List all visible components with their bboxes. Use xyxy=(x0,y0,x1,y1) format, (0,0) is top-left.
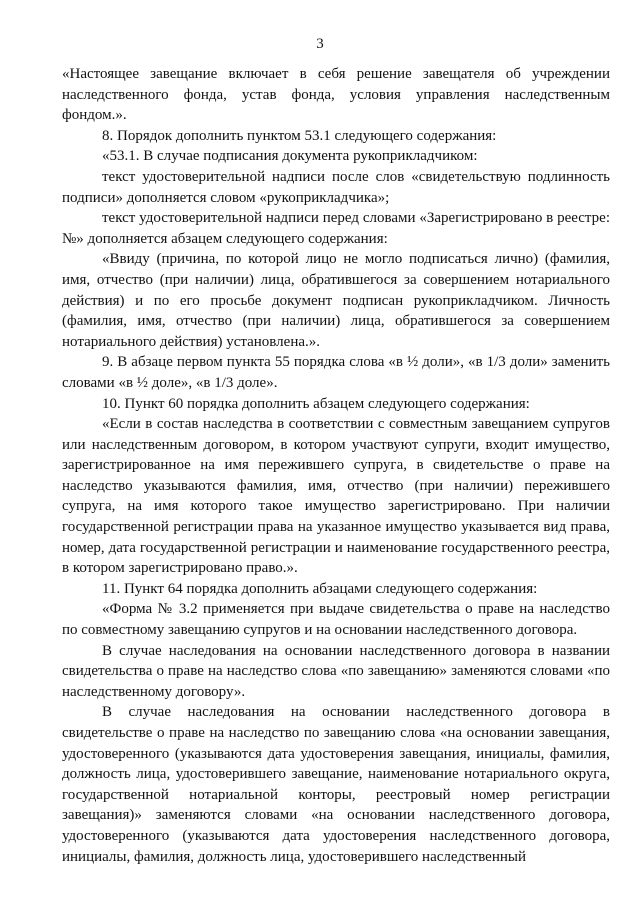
paragraph-reason-quote: «Ввиду (причина, по которой лицо не могло подписаться лично) (фамилия, имя, отчество (при наличии) лица, обратившегося за совершением нотариального действия) и по его просьбе документ подписан рукоприкладчиком. Личность (фамилия, имя, отчество (при наличии) лица, обратившегося за совершением нотариального действия) установлена.». xyxy=(62,251,610,350)
paragraph-form-3-2: «Форма № 3.2 применяется при выдаче свидетельства о праве на наследство по совместному завещанию супругов и на основании наследственного договора. xyxy=(62,601,610,639)
paragraph-certificate-title: В случае наследования на основании наследственного договора в названии свидетельства о праве на наследство слова «по завещанию» заменяются словами «по наследственному договору». xyxy=(62,642,610,700)
page-number: 3 xyxy=(316,36,324,52)
paragraph-spouse-quote: «Если в состав наследства в соответствии с совместным завещанием супругов или наследственным договором, в котором участвуют супруги, входит имущество, зарегистрированное на имя пережившего супруга, в свидетельстве о праве на наследство указываются фамилия, имя, отчество (при наличии) пережившего супруга, на имя которого такое имущество зарегистрировано. При наличии государственной регистрации права на указанное имущество указывается вид права, номер, дата государственной регистрации и наименование государственного реестра, в котором зарегистрировано право.». xyxy=(62,416,610,577)
paragraph-fund-quote: «Настоящее завещание включает в себя решение завещателя об учреждении наследственного фонда, устав фонда, условия управления наследственным фондом.». xyxy=(62,66,610,124)
paragraph-item-8: 8. Порядок дополнить пунктом 53.1 следующего содержания: xyxy=(102,127,497,144)
paragraph-registry-text: текст удостоверительной надписи перед словами «Зарегистрировано в реестре: №» дополняется абзацем следующего содержания: xyxy=(62,210,610,247)
paragraph-item-11: 11. Пункт 64 порядка дополнить абзацами следующего содержания: xyxy=(102,580,538,597)
document-body xyxy=(62,64,610,867)
paragraph-signature-text: текст удостоверительной надписи после слов «свидетельствую подлинность подписи» дополняется словом «рукоприкладчика»; xyxy=(62,168,610,206)
paragraph-item-10: 10. Пункт 60 порядка дополнить абзацем следующего содержания: xyxy=(102,395,530,412)
paragraph-certificate-wording: В случае наследования на основании наследственного договора в свидетельстве о праве на наследство по завещанию слова «на основании завещания, удостоверенного (указываются дата удостоверения завещания, инициалы, фамилия, должность лица, удостоверившего завещание, наименование нотариального округа, государственной нотариальной конторы, реестровый номер регистрации завещания)» заменяются словами «на основании наследственного договора, удостоверенного (указываются дата удостоверения наследственного договора, инициалы, фамилия, должность лица, удостоверившего наследственный xyxy=(62,704,610,865)
paragraph-item-9: 9. В абзаце первом пункта 55 порядка слова «в ½ доли», «в 1/3 доли» заменить словами «в ½ доле», «в 1/3 доле». xyxy=(62,354,610,391)
paragraph-item-53-1: «53.1. В случае подписания документа рукоприкладчиком: xyxy=(102,148,478,165)
